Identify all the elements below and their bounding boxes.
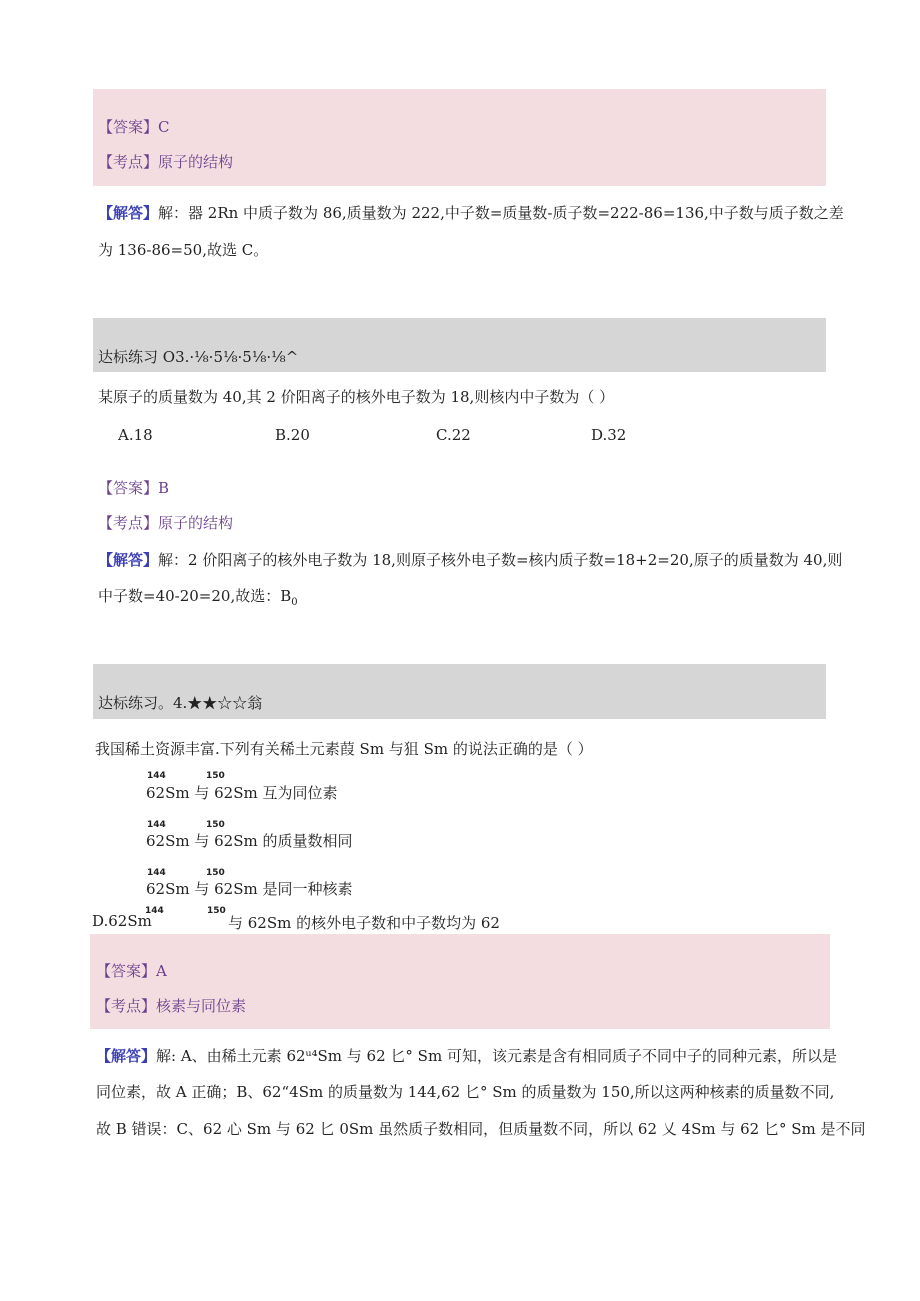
exercise-3-point bbox=[98, 512, 233, 533]
exercise-3-header: 达标练习 O3.·⅛·5⅛·5⅛·⅛^ bbox=[98, 348, 299, 366]
answer-tag: 【答案】 bbox=[96, 962, 157, 980]
exercise-4-solution-c: 故 B 错误：C、62 心 Sm 与 62 匕 0Sm 虽然质子数相同，但质量数不同，所以 62 乂 4Sm 与 62 匕° Sm 是不同 bbox=[96, 1120, 866, 1138]
exercise-4-answer bbox=[96, 960, 167, 981]
solution-text: 解：器 2Rn 中质子数为 86,质量数为 222,中子数=质量数-质子数=222-86=136,中子数与质子数之差 bbox=[158, 204, 844, 222]
option-b-mass-1: 144 bbox=[147, 820, 166, 830]
exercise-4-option-a: 62Sm 与 62Sm 互为同位素 bbox=[146, 784, 338, 802]
exercise-4-header: 达标练习。4.★★☆☆翁 bbox=[98, 694, 263, 712]
solution-text: 中子数=40-20=20,故选：B bbox=[98, 587, 292, 605]
solution-tag: 【解答】 bbox=[98, 204, 159, 222]
option-a-mass-1: 144 bbox=[147, 771, 166, 781]
exercise-3-option-d: D.32 bbox=[591, 426, 627, 444]
option-d-mass-2: 150 bbox=[207, 906, 226, 916]
exercise-3-option-a: A.18 bbox=[118, 426, 153, 444]
solution-subscript: 0 bbox=[291, 597, 298, 608]
point-tag: 【考点】 bbox=[98, 153, 159, 171]
option-d-mass-1: 144 bbox=[145, 906, 164, 916]
option-a-mass-2: 150 bbox=[206, 771, 225, 781]
point-value: 核素与同位素 bbox=[156, 997, 247, 1015]
exercise-3-option-b: B.20 bbox=[275, 426, 310, 444]
exercise-4-option-b: 62Sm 与 62Sm 的质量数相同 bbox=[146, 832, 353, 850]
exercise-4-solution-a bbox=[96, 1045, 837, 1066]
exercise-3-question: 某原子的质量数为 40,其 2 价阳离子的核外电子数为 18,则核内中子数为（ ） bbox=[98, 388, 615, 406]
answer-value: A bbox=[156, 962, 167, 980]
option-c-mass-1: 144 bbox=[147, 868, 166, 878]
exercise-4-question: 我国稀土资源丰富.下列有关稀土元素葭 Sm 与狙 Sm 的说法正确的是（ ） bbox=[95, 740, 593, 758]
point-tag: 【考点】 bbox=[98, 514, 159, 532]
exercise-3-option-c: C.22 bbox=[436, 426, 471, 444]
point-line-1 bbox=[98, 151, 233, 172]
solution-tag: 【解答】 bbox=[96, 1047, 157, 1065]
answer-tag: 【答案】 bbox=[98, 479, 159, 497]
exercise-3-answer bbox=[98, 477, 169, 498]
solution-line-1a bbox=[98, 202, 844, 223]
option-b-mass-2: 150 bbox=[206, 820, 225, 830]
answer-tag: 【答案】 bbox=[98, 118, 159, 136]
solution-line-1b: 为 136-86=50,故选 C。 bbox=[98, 241, 269, 259]
exercise-4-solution-b: 同位素，故 A 正确；B、62“4Sm 的质量数为 144,62 匕° Sm 的质量数为 150,所以这两种核素的质量数不同, bbox=[96, 1083, 835, 1101]
answer-line-1 bbox=[98, 116, 170, 137]
option-c-mass-2: 150 bbox=[206, 868, 225, 878]
exercise-4-option-d-prefix: D.62Sm bbox=[92, 912, 152, 930]
exercise-4-option-d-rest: 与 62Sm 的核外电子数和中子数均为 62 bbox=[228, 914, 500, 932]
answer-value: B bbox=[158, 479, 170, 497]
point-tag: 【考点】 bbox=[96, 997, 157, 1015]
exercise-3-solution-a bbox=[98, 549, 842, 570]
solution-text: 解：2 价阳离子的核外电子数为 18,则原子核外电子数=核内质子数=18+2=20,原子的质量数为 40,则 bbox=[158, 551, 843, 569]
solution-text: 解: A、由稀土元素 62ᵘ⁴Sm 与 62 匕° Sm 可知，该元素是含有相同质子不同中子的同种元素，所以是 bbox=[156, 1047, 837, 1065]
exercise-4-point bbox=[96, 995, 246, 1016]
point-value: 原子的结构 bbox=[158, 514, 234, 532]
exercise-4-option-c: 62Sm 与 62Sm 是同一种核素 bbox=[146, 880, 353, 898]
solution-tag: 【解答】 bbox=[98, 551, 159, 569]
exercise-3-solution-b bbox=[98, 585, 298, 608]
point-value: 原子的结构 bbox=[158, 153, 234, 171]
answer-value: C bbox=[158, 118, 170, 136]
